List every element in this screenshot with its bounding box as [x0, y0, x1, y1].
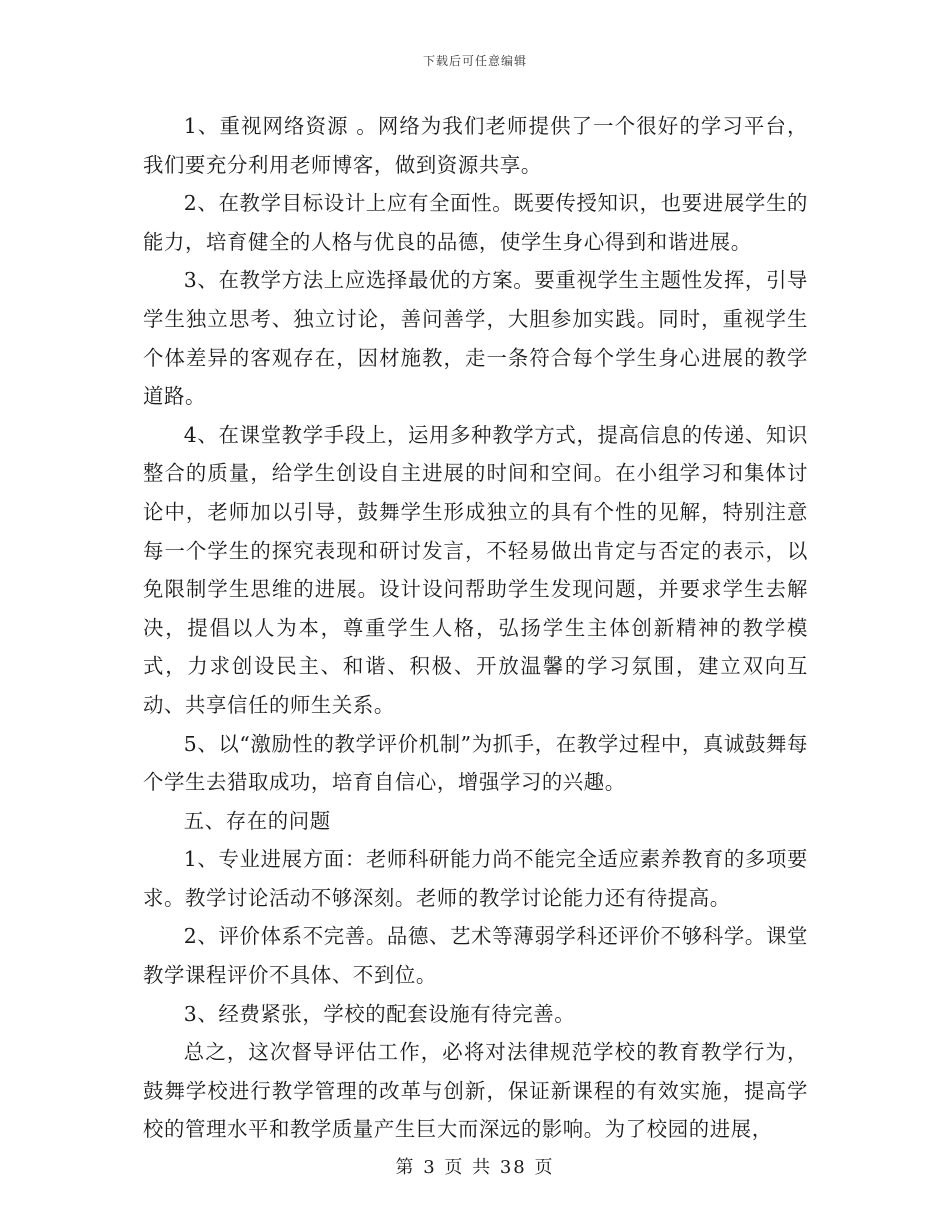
- paragraph-6: 1、专业进展方面：老师科研能力尚不能完全适应素养教育的多项要求。教学讨论活动不够深刻。老师的教学讨论能力还有待提高。: [143, 847, 808, 910]
- paragraph-2: 2、在教学目标设计上应有全面性。既要传授知识，也要进展学生的能力，培育健全的人格与优良的品德，使学生身心得到和谐进展。: [143, 191, 808, 254]
- paragraph-9: 总之，这次督导评估工作，必将对法律规范学校的教育教学行为，鼓舞学校进行教学管理的改革与创新，保证新课程的有效实施，提高学校的管理水平和教学质量产生巨大而深远的影响。为了校园的进展，: [143, 1040, 808, 1142]
- paragraph-5: 5、以“激励性的教学评价机制”为抓手，在教学过程中，真诚鼓舞每个学生去猎取成功，培育自信心，增强学习的兴趣。: [143, 731, 808, 795]
- section-heading: 五、存在的问题: [183, 808, 331, 833]
- page-footer: 第 3 页 共 38 页: [395, 1157, 555, 1178]
- document-body: [143, 107, 808, 1149]
- paragraph-4: 4、在课堂教学手段上，运用多种教学方式，提高信息的传递、知识整合的质量，给学生创设自主进展的时间和空间。在小组学习和集体讨论中，老师加以引导，鼓舞学生形成独立的具有个性的见解，特别注意每一个学生的探究表现和研讨发言，不轻易做出肯定与否定的表示，以免限制学生思维的进展。设计设问帮助学生发现问题，并要求学生去解决，提倡以人为本，尊重学生人格，弘扬学生主体创新精神的教学模式，力求创设民主、和谐、积极、开放温馨的学习氛围，建立双向互动、共享信任的师生关系。: [143, 422, 808, 717]
- paragraph-8: 3、经费紧张，学校的配套设施有待完善。: [183, 1001, 576, 1026]
- paragraph-7: 2、评价体系不完善。品德、艺术等薄弱学科还评价不够科学。课堂教学课程评价不具体、不到位。: [143, 924, 808, 988]
- paragraph-1: 1、重视网络资源 。网络为我们老师提供了一个很好的学习平台，我们要充分利用老师博客，做到资源共享。: [143, 114, 808, 177]
- page-header: 下载后可任意编辑: [422, 54, 527, 68]
- paragraph-3: 3、在教学方法上应选择最优的方案。要重视学生主题性发挥，引导学生独立思考、独立讨论，善问善学，大胆参加实践。同时，重视学生个体差异的客观存在，因材施教，走一条符合每个学生身心进展的教学道路。: [143, 268, 808, 409]
